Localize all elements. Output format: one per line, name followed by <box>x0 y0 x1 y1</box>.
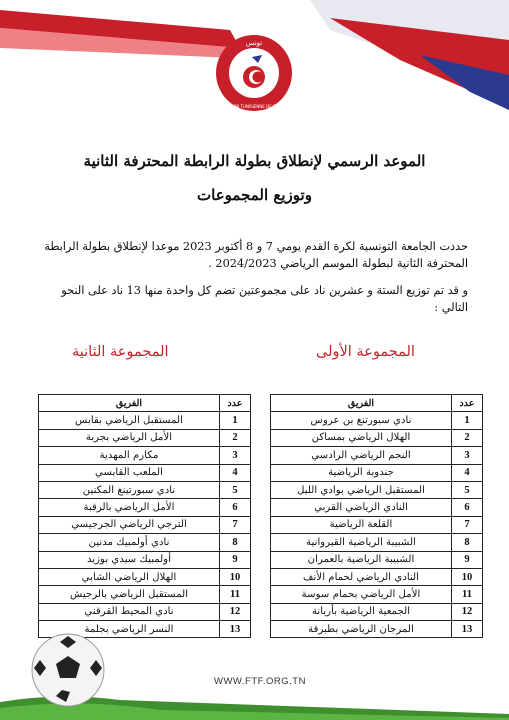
team-name: الهلال الرياضي الشابي <box>39 568 220 585</box>
table-row <box>39 412 251 429</box>
team-number: 9 <box>220 551 251 568</box>
team-number: 5 <box>220 481 251 498</box>
team-name: المستقبل الرياضي بوادي الليل <box>271 481 452 498</box>
announcement-paragraph: حددت الجامعة التونسية لكرة القدم يومي 7 و 8 أكتوبر 2023 موعدا لإنطلاق بطولة الرابطة المحترفة الثانية لبطولة الموسم الرياضي 2024/2023 . <box>44 240 468 270</box>
team-number: 5 <box>452 481 483 498</box>
team-name: النادي الرياضي القربي <box>271 499 452 516</box>
ftf-logo <box>214 33 294 113</box>
table-row <box>271 621 483 638</box>
team-name: نادي المحيط القرقني <box>39 603 220 620</box>
group2-heading: المجموعة الثانية <box>72 344 169 360</box>
team-number: 12 <box>220 603 251 620</box>
team-number: 4 <box>452 464 483 481</box>
table-row <box>271 429 483 446</box>
team-number: 10 <box>452 568 483 585</box>
team-name: نادي سبورتنغ بن عروس <box>271 412 452 429</box>
team-number: 2 <box>220 429 251 446</box>
team-number: 8 <box>220 534 251 551</box>
team-name: جندوبة الرياضية <box>271 464 452 481</box>
team-name: النجم الرياضي الرادسي <box>271 447 452 464</box>
team-name: القلعة الرياضية <box>271 516 452 533</box>
team-number: 13 <box>452 621 483 638</box>
team-name: النادي الرياضي لحمام الأنف <box>271 568 452 585</box>
table-row <box>39 499 251 516</box>
page-title-line1: الموعد الرسمي لإنطلاق بطولة الرابطة المحترفة الثانية <box>83 152 426 170</box>
group1-col-team: الفريق <box>271 395 452 412</box>
team-name: الهلال الرياضي بمساكن <box>271 429 452 446</box>
team-name: الترجي الرياضي الجرجيسي <box>39 516 220 533</box>
team-number: 8 <box>452 534 483 551</box>
group2-col-team: الفريق <box>39 395 220 412</box>
team-number: 10 <box>220 568 251 585</box>
team-number: 6 <box>452 499 483 516</box>
group2-col-num: عدد <box>220 395 251 412</box>
team-number: 11 <box>220 586 251 603</box>
table-row <box>271 516 483 533</box>
team-name: المستقبل الرياضي بالرجيش <box>39 586 220 603</box>
football-icon <box>28 630 108 710</box>
team-number: 6 <box>220 499 251 516</box>
team-number: 7 <box>452 516 483 533</box>
group1-col-num: عدد <box>452 395 483 412</box>
table-row <box>39 447 251 464</box>
table-row <box>39 551 251 568</box>
team-number: 7 <box>220 516 251 533</box>
table-row <box>39 586 251 603</box>
table-row <box>39 464 251 481</box>
team-name: المرجان الرياضي بطبرقة <box>271 621 452 638</box>
website-link[interactable]: WWW.FTF.ORG.TN <box>214 676 306 687</box>
team-number: 4 <box>220 464 251 481</box>
logo-text: FEDERATION TUNISIENNE DE FOOTBALL <box>214 104 294 109</box>
team-name: الشبيبة الرياضية بالعمران <box>271 551 452 568</box>
group1-table <box>270 394 483 638</box>
team-name: نادي أولمبيك مدنين <box>39 534 220 551</box>
table-row <box>271 464 483 481</box>
team-number: 13 <box>220 621 251 638</box>
team-number: 1 <box>452 412 483 429</box>
team-name: الأمل الرياضي بالرقبة <box>39 499 220 516</box>
table-row <box>39 534 251 551</box>
team-number: 3 <box>452 447 483 464</box>
team-name: أولمبيك سيدي بوزيد <box>39 551 220 568</box>
table-row <box>271 603 483 620</box>
table-row <box>271 481 483 498</box>
distribution-paragraph: و قد تم توزيع الستة و عشرين ناد على مجموعتين تضم كل واحدة منها 13 ناد على النحو التالي : <box>61 284 468 314</box>
team-name: المستقبل الرياضي بقابس <box>39 412 220 429</box>
team-name: النسر الرياضي بجلمة <box>39 621 220 638</box>
table-row <box>271 447 483 464</box>
table-row <box>271 586 483 603</box>
logo-arabic-text: تونس <box>245 39 263 47</box>
team-name: الملعب القابسي <box>39 464 220 481</box>
team-name: مكارم المهدية <box>39 447 220 464</box>
team-number: 3 <box>220 447 251 464</box>
team-number: 11 <box>452 586 483 603</box>
table-row <box>39 568 251 585</box>
table-row <box>271 499 483 516</box>
team-name: نادي سبورتينغ المكنين <box>39 481 220 498</box>
group2-table <box>38 394 251 638</box>
team-name: الشبيبة الرياضية القيروانية <box>271 534 452 551</box>
table-row <box>39 516 251 533</box>
table-row <box>39 481 251 498</box>
page-title-line2: وتوزيع المجموعات <box>197 186 312 204</box>
table-row <box>39 429 251 446</box>
table-row <box>271 568 483 585</box>
group1-heading: المجموعة الأولى <box>316 344 415 360</box>
team-name: الأمل الرياضي بحمام سوسة <box>271 586 452 603</box>
team-number: 1 <box>220 412 251 429</box>
table-row <box>271 534 483 551</box>
table-row <box>39 603 251 620</box>
team-number: 12 <box>452 603 483 620</box>
team-name: الأمل الرياضي بجربة <box>39 429 220 446</box>
team-number: 2 <box>452 429 483 446</box>
team-name: الجمعية الرياضية بأريانة <box>271 603 452 620</box>
team-number: 9 <box>452 551 483 568</box>
table-row <box>271 412 483 429</box>
table-row <box>271 551 483 568</box>
